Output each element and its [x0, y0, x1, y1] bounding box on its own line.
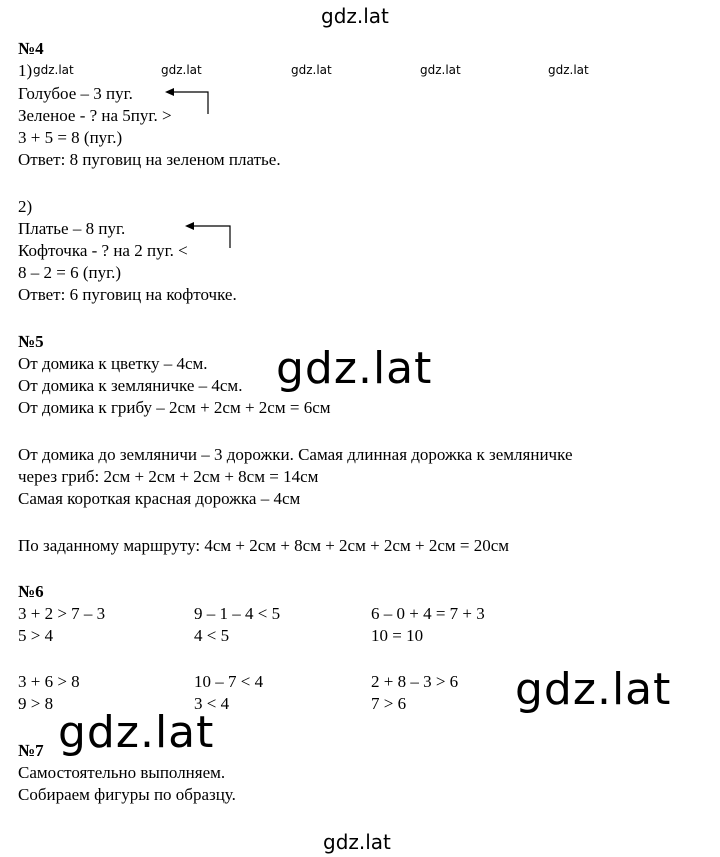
- watermark-small-4: gdz.lat: [420, 63, 461, 77]
- task6-cell: 3 < 4: [194, 694, 230, 713]
- task4-part1-line-4: Ответ: 8 пуговиц на зеленом платье.: [18, 150, 281, 169]
- task6-cell: 10 – 7 < 4: [194, 672, 264, 691]
- task6-cell: 5 > 4: [18, 626, 54, 645]
- watermark-big-1: gdz.lat: [276, 343, 433, 394]
- task5-heading: №5: [18, 332, 44, 351]
- task5-line-6: Самая короткая красная дорожка – 4см: [18, 489, 301, 508]
- watermark-top: gdz.lat: [321, 4, 389, 28]
- watermark-small-2: gdz.lat: [161, 63, 202, 77]
- task4-part2-line-3: 8 – 2 = 6 (пуг.): [18, 263, 122, 282]
- watermark-small-3: gdz.lat: [291, 63, 332, 77]
- task5-line-7: По заданному маршруту: 4см + 2см + 8см + 2см + 2см + 2см = 20см: [18, 536, 510, 555]
- task5-line-5: через гриб: 2см + 2см + 2см + 8см = 14см: [18, 467, 319, 486]
- task7-line-2: Собираем фигуры по образцу.: [18, 785, 236, 804]
- task4-part2-line-2: Кофточка - ? на 2 пуг. <: [18, 241, 188, 260]
- task4-part2-line-4: Ответ: 6 пуговиц на кофточке.: [18, 285, 237, 304]
- task4-part1-label: 1): [18, 61, 33, 80]
- task6-cell: 10 = 10: [371, 626, 424, 645]
- watermark-small-5: gdz.lat: [548, 63, 589, 77]
- task5-line-3: От домика к грибу – 2см + 2см + 2см = 6см: [18, 398, 331, 417]
- task6-heading: №6: [18, 582, 44, 601]
- task4-part1-line-1: Голубое – 3 пуг.: [18, 84, 133, 103]
- task6-cell: 2 + 8 – 3 > 6: [371, 672, 459, 691]
- task6-cell: 9 > 8: [18, 694, 54, 713]
- task4-part1-line-3: 3 + 5 = 8 (пуг.): [18, 128, 123, 147]
- task7-heading: №7: [18, 741, 44, 760]
- watermark-big-2: gdz.lat: [515, 664, 672, 715]
- task6-cell: 7 > 6: [371, 694, 407, 713]
- watermark-bottom: gdz.lat: [323, 830, 391, 854]
- task4-part2-line-1: Платье – 8 пуг.: [18, 219, 126, 238]
- task7-line-1: Самостоятельно выполняем.: [18, 763, 226, 782]
- task5-line-4: От домика до земляничи – 3 дорожки. Самая длинная дорожка к земляничке: [18, 445, 573, 464]
- task5-line-2: От домика к земляничке – 4см.: [18, 376, 243, 395]
- task5-line-1: От домика к цветку – 4см.: [18, 354, 208, 373]
- task6-cell: 3 + 6 > 8: [18, 672, 80, 691]
- task6-cell: 9 – 1 – 4 < 5: [194, 604, 281, 623]
- task6-cell: 3 + 2 > 7 – 3: [18, 604, 106, 623]
- task4-part2-label: 2): [18, 197, 33, 216]
- watermark-big-3: gdz.lat: [58, 707, 215, 758]
- watermark-small-1: gdz.lat: [33, 63, 74, 77]
- task4-heading: №4: [18, 39, 44, 58]
- task6-cell: 6 – 0 + 4 = 7 + 3: [371, 604, 485, 623]
- task4-part1-line-2: Зеленое - ? на 5пуг. >: [18, 106, 172, 125]
- task6-cell: 4 < 5: [194, 626, 230, 645]
